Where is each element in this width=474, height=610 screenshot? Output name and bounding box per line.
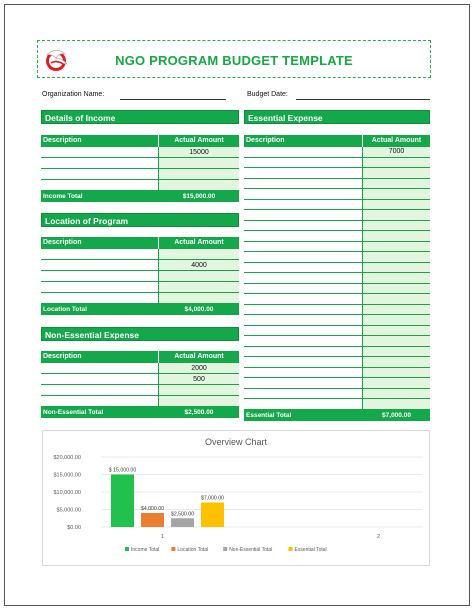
amount-cell[interactable] bbox=[363, 231, 430, 241]
title-header bbox=[37, 40, 431, 78]
description-cell[interactable] bbox=[41, 282, 159, 292]
amount-cell[interactable] bbox=[363, 305, 430, 315]
x-tick-label: 2 bbox=[376, 534, 381, 540]
nonessential-total-row bbox=[41, 407, 239, 418]
amount-cell[interactable]: 15000 bbox=[159, 147, 239, 157]
col-actual-amount: Actual Amount bbox=[174, 239, 224, 246]
table-row bbox=[244, 294, 430, 305]
essential-total-label: Essential Total bbox=[246, 411, 292, 419]
description-cell[interactable] bbox=[244, 179, 363, 189]
amount-cell[interactable] bbox=[363, 168, 430, 178]
description-cell[interactable] bbox=[41, 260, 159, 270]
table-row bbox=[244, 210, 430, 221]
legend-swatch bbox=[289, 547, 293, 551]
table-row bbox=[244, 147, 430, 158]
table-row bbox=[41, 158, 239, 169]
income-table-header bbox=[41, 135, 239, 147]
table-row bbox=[41, 271, 239, 282]
essential-rows bbox=[244, 147, 430, 410]
col-description: Description bbox=[41, 135, 159, 147]
table-row bbox=[244, 399, 430, 410]
nonessential-rows bbox=[41, 363, 239, 407]
amount-cell[interactable] bbox=[363, 221, 430, 231]
nonessential-total-value: $2,500.00 bbox=[184, 409, 214, 416]
table-row bbox=[244, 168, 430, 179]
data-label: $ 15,000.00 bbox=[108, 467, 137, 474]
nonessential-total-label: Non-Essential Total bbox=[43, 409, 104, 416]
table-row bbox=[244, 326, 430, 337]
location-total-label: Location Total bbox=[43, 306, 87, 313]
amount-cell[interactable] bbox=[363, 252, 430, 262]
col-actual-amount: Actual Amount bbox=[371, 137, 422, 144]
description-cell[interactable] bbox=[244, 147, 363, 157]
table-row bbox=[244, 368, 430, 379]
y-tick-label: $5,000.00 bbox=[56, 507, 81, 514]
location-total-row bbox=[41, 304, 239, 315]
table-row bbox=[41, 293, 239, 304]
legend-entry: Non-Essential Total bbox=[229, 547, 273, 553]
amount-cell[interactable] bbox=[363, 347, 430, 357]
location-section-header: Location of Program bbox=[41, 213, 239, 227]
table-row bbox=[244, 179, 430, 190]
description-cell[interactable] bbox=[244, 284, 363, 294]
col-actual-amount: Actual Amount bbox=[174, 353, 224, 360]
amount-cell[interactable] bbox=[363, 315, 430, 325]
description-cell[interactable] bbox=[41, 293, 159, 303]
amount-cell[interactable] bbox=[159, 282, 239, 292]
amount-cell[interactable] bbox=[159, 158, 239, 168]
description-cell[interactable] bbox=[244, 305, 363, 315]
table-row bbox=[41, 282, 239, 293]
table-row bbox=[41, 249, 239, 260]
table-row bbox=[244, 221, 430, 232]
description-cell[interactable] bbox=[244, 389, 363, 399]
table-row bbox=[244, 315, 430, 326]
income-rows bbox=[41, 147, 239, 191]
essential-table bbox=[244, 135, 430, 421]
table-row bbox=[244, 273, 430, 284]
income-section-header: Details of Income bbox=[41, 110, 239, 124]
amount-cell[interactable] bbox=[159, 169, 239, 179]
table-row bbox=[41, 385, 239, 396]
description-cell[interactable] bbox=[244, 294, 363, 304]
overview-chart[interactable] bbox=[42, 430, 430, 566]
amount-cell[interactable] bbox=[363, 399, 430, 409]
org-name-field[interactable] bbox=[120, 99, 226, 100]
description-cell[interactable] bbox=[244, 347, 363, 357]
table-row bbox=[41, 147, 239, 158]
location-table bbox=[41, 237, 239, 315]
table-row bbox=[244, 263, 430, 274]
amount-cell[interactable] bbox=[159, 180, 239, 190]
table-row bbox=[244, 378, 430, 389]
amount-cell[interactable] bbox=[363, 357, 430, 367]
amount-cell[interactable]: 500 bbox=[159, 374, 239, 384]
amount-cell[interactable] bbox=[363, 263, 430, 273]
table-row bbox=[41, 169, 239, 180]
nonessential-section-header: Non-Essential Expense bbox=[41, 327, 239, 341]
table-row bbox=[244, 231, 430, 242]
bar-income-total bbox=[111, 475, 134, 528]
bar-essential-total bbox=[201, 503, 224, 528]
table-row bbox=[41, 260, 239, 271]
budget-date-field[interactable] bbox=[296, 99, 430, 100]
nonessential-table bbox=[41, 351, 239, 418]
description-cell[interactable] bbox=[41, 158, 159, 168]
description-cell[interactable] bbox=[244, 315, 363, 325]
y-tick-label: $15,000.00 bbox=[53, 472, 81, 479]
income-total-label: Income Total bbox=[43, 193, 83, 200]
description-cell[interactable] bbox=[244, 158, 363, 168]
y-tick-label: $10,000.00 bbox=[53, 490, 81, 496]
table-row bbox=[244, 189, 430, 200]
amount-cell[interactable] bbox=[363, 378, 430, 388]
table-row bbox=[41, 363, 239, 374]
amount-cell[interactable] bbox=[363, 179, 430, 189]
amount-cell[interactable] bbox=[363, 189, 430, 199]
amount-cell[interactable]: 7000 bbox=[363, 147, 430, 157]
description-cell[interactable] bbox=[41, 147, 159, 157]
essential-total-row bbox=[244, 410, 430, 421]
page-title: NGO PROGRAM BUDGET TEMPLATE bbox=[115, 53, 353, 68]
amount-cell[interactable] bbox=[363, 273, 430, 283]
amount-cell[interactable]: 4000 bbox=[159, 260, 239, 270]
amount-cell[interactable] bbox=[363, 326, 430, 336]
description-cell[interactable] bbox=[244, 210, 363, 220]
description-cell[interactable] bbox=[41, 363, 159, 373]
description-cell[interactable] bbox=[244, 357, 363, 367]
description-cell[interactable] bbox=[244, 242, 363, 252]
essential-table-header bbox=[244, 135, 430, 147]
table-row bbox=[41, 180, 239, 191]
description-cell[interactable] bbox=[41, 180, 159, 190]
description-cell[interactable] bbox=[244, 200, 363, 210]
description-cell[interactable] bbox=[244, 399, 363, 409]
col-description: Description bbox=[41, 237, 159, 249]
description-cell[interactable] bbox=[41, 249, 159, 259]
legend-entry: Essential Total bbox=[294, 547, 327, 553]
legend-swatch bbox=[223, 547, 227, 551]
y-tick-label: $20,000.00 bbox=[53, 455, 81, 461]
table-row bbox=[244, 252, 430, 263]
amount-cell[interactable] bbox=[363, 336, 430, 346]
table-row bbox=[244, 347, 430, 358]
table-row bbox=[244, 357, 430, 368]
amount-cell[interactable] bbox=[363, 158, 430, 168]
amount-cell[interactable] bbox=[159, 271, 239, 281]
col-description: Description bbox=[41, 351, 159, 363]
table-row bbox=[244, 284, 430, 295]
table-row bbox=[244, 200, 430, 211]
description-cell[interactable] bbox=[41, 396, 159, 406]
income-table bbox=[41, 135, 239, 202]
bar-location-total bbox=[141, 513, 164, 527]
x-tick-label: 1 bbox=[160, 534, 165, 540]
data-label: $4,000.00 bbox=[140, 506, 165, 512]
org-name-label: Organization Name: bbox=[42, 91, 105, 98]
essential-section-header: Essential Expense bbox=[244, 110, 430, 124]
amount-cell[interactable] bbox=[363, 284, 430, 294]
essential-total-value: $7,000.00 bbox=[382, 411, 411, 419]
description-cell[interactable] bbox=[244, 168, 363, 178]
description-cell[interactable] bbox=[244, 252, 363, 262]
bar-non-essential-total bbox=[171, 518, 194, 527]
amount-cell[interactable] bbox=[363, 294, 430, 304]
amount-cell[interactable] bbox=[159, 385, 239, 395]
location-rows bbox=[41, 249, 239, 304]
col-actual-amount: Actual Amount bbox=[174, 137, 224, 144]
amount-cell[interactable] bbox=[363, 210, 430, 220]
amount-cell[interactable] bbox=[159, 396, 239, 406]
amount-cell[interactable] bbox=[363, 242, 430, 252]
description-cell[interactable] bbox=[244, 368, 363, 378]
data-label: $7,000.00 bbox=[200, 495, 225, 502]
col-description: Description bbox=[244, 135, 363, 147]
table-row bbox=[41, 374, 239, 385]
chart-title: Overview Chart bbox=[204, 437, 267, 447]
description-cell[interactable] bbox=[244, 263, 363, 273]
amount-cell[interactable] bbox=[363, 200, 430, 210]
nonessential-table-header bbox=[41, 351, 239, 363]
table-row bbox=[244, 336, 430, 347]
budget-date-label: Budget Date: bbox=[247, 91, 288, 98]
table-row bbox=[244, 305, 430, 316]
description-cell[interactable] bbox=[41, 374, 159, 384]
data-label: $2,500.00 bbox=[170, 511, 195, 518]
table-row bbox=[41, 396, 239, 407]
legend-entry: Location Total bbox=[177, 547, 209, 553]
y-tick-label: $0.00 bbox=[67, 525, 81, 531]
description-cell[interactable] bbox=[244, 189, 363, 199]
legend-swatch bbox=[171, 547, 175, 551]
location-total-value: $4,000.00 bbox=[184, 306, 214, 313]
chart-canvas bbox=[43, 431, 431, 567]
table-row bbox=[244, 389, 430, 400]
location-table-header bbox=[41, 237, 239, 249]
legend-entry: Income Total bbox=[131, 547, 160, 553]
amount-cell[interactable] bbox=[363, 368, 430, 378]
description-cell[interactable] bbox=[41, 169, 159, 179]
description-cell[interactable] bbox=[244, 336, 363, 346]
description-cell[interactable] bbox=[244, 378, 363, 388]
amount-cell[interactable]: 2000 bbox=[159, 363, 239, 373]
description-cell[interactable] bbox=[244, 231, 363, 241]
description-cell[interactable] bbox=[244, 273, 363, 283]
legend-swatch bbox=[125, 547, 129, 551]
table-row bbox=[244, 158, 430, 169]
amount-cell[interactable] bbox=[363, 389, 430, 399]
income-total-value: $15,000.00 bbox=[182, 193, 216, 200]
description-cell[interactable] bbox=[244, 326, 363, 336]
amount-cell[interactable] bbox=[159, 293, 239, 303]
income-total-row bbox=[41, 191, 239, 202]
amount-cell[interactable] bbox=[159, 249, 239, 259]
description-cell[interactable] bbox=[244, 221, 363, 231]
description-cell[interactable] bbox=[41, 385, 159, 395]
description-cell[interactable] bbox=[41, 271, 159, 281]
table-row bbox=[244, 242, 430, 253]
